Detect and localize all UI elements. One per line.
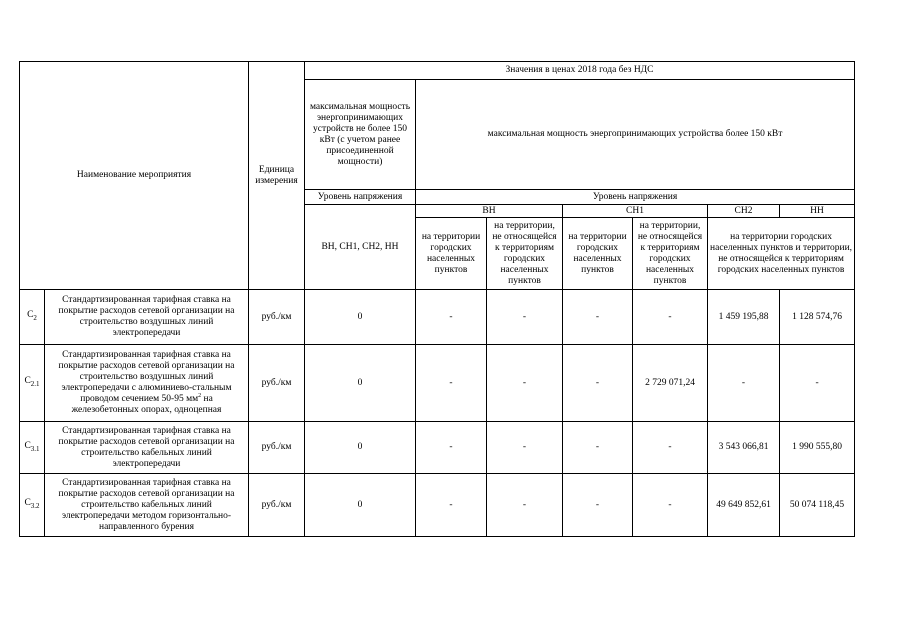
row-unit: руб./км [249,422,305,474]
row-value-sn1-nonurban: - [633,290,708,345]
row-value-sn1-urban: - [563,345,633,422]
row-value-low: 0 [305,345,416,422]
table-row [20,422,855,474]
row-value-nn: 1 990 555,80 [780,422,855,474]
row-value-sn2: - [708,345,780,422]
row-description: Стандартизированная тарифная ставка на покрытие расходов сетевой организации на строительство воздушных линий электропередачи с алюминиево-стальным проводом сечением 50-95 $мм^2$ на железобетонных опорах, одноцепная [45,345,249,422]
table-row [20,474,855,537]
row-description: Стандартизированная тарифная ставка на покрытие расходов сетевой организации на строительство воздушных линий электропередачи [45,290,249,345]
sn2-header: СН2 [708,205,780,218]
row-value-vn-nonurban: - [487,290,563,345]
row-value-sn1-nonurban: - [633,422,708,474]
row-value-sn1-urban: - [563,290,633,345]
row-code: $С_{3.2}$ [20,474,45,537]
row-value-nn: 50 074 118,45 [780,474,855,537]
row-value-nn: - [780,345,855,422]
row-value-low: 0 [305,474,416,537]
row-code: $С_2$ [20,290,45,345]
row-value-vn-urban: - [416,474,487,537]
vn-urban-header: на территории городских населенных пунктов [416,218,487,290]
row-value-sn1-nonurban: 2 729 071,24 [633,345,708,422]
row-code: $С_{3.1}$ [20,422,45,474]
row-unit: руб./км [249,474,305,537]
row-value-vn-urban: - [416,345,487,422]
row-value-nn: 1 128 574,76 [780,290,855,345]
tariff-table [19,61,855,537]
row-value-sn2: 3 543 066,81 [708,422,780,474]
nn-header: НН [780,205,855,218]
voltage-level-low-header: Уровень напряжения [305,190,416,205]
row-value-low: 0 [305,422,416,474]
vn-header: ВН [416,205,563,218]
row-value-sn1-urban: - [563,422,633,474]
row-value-vn-nonurban: - [487,474,563,537]
row-value-vn-urban: - [416,422,487,474]
voltage-level-high-header: Уровень напряжения [416,190,855,205]
row-value-sn2: 1 459 195,88 [708,290,780,345]
table-row [20,290,855,345]
vn-nonurban-header: на территории, не относящейся к территориям городских населенных пунктов [487,218,563,290]
row-value-low: 0 [305,290,416,345]
row-value-sn2: 49 649 852,61 [708,474,780,537]
row-description: Стандартизированная тарифная ставка на покрытие расходов сетевой организации на строительство кабельных линий электропередачи [45,422,249,474]
high-power-header: максимальная мощность энергопринимающих устройства более 150 кВт [416,80,855,190]
voltage-all-header: ВН, СН1, СН2, НН [305,205,416,290]
sn1-nonurban-header: на территории, не относящейся к территориям городских населенных пунктов [633,218,708,290]
row-value-vn-nonurban: - [487,345,563,422]
row-unit: руб./км [249,345,305,422]
sn1-urban-header: на территории городских населенных пунктов [563,218,633,290]
row-value-sn1-urban: - [563,474,633,537]
sn1-header: СН1 [563,205,708,218]
low-power-header: максимальная мощность энергопринимающих устройств не более 150 кВт (с учетом ранее присоединенной мощности) [305,80,416,190]
row-value-vn-nonurban: - [487,422,563,474]
table-row [20,345,855,422]
row-value-sn1-nonurban: - [633,474,708,537]
unit-column-header: Единица измерения [249,62,305,290]
name-column-header: Наименование мероприятия [20,62,249,290]
row-description: Стандартизированная тарифная ставка на покрытие расходов сетевой организации на строительство кабельных линий электропередачи методом горизонтально-направленного бурения [45,474,249,537]
row-unit: руб./км [249,290,305,345]
sn2-nn-territory-header: на территории городских населенных пунктов и территории, не относящейся к территориям городских населенных пунктов [708,218,855,290]
values-title: Значения в ценах 2018 года без НДС [305,62,855,80]
row-code: $С_{2.1}$ [20,345,45,422]
row-value-vn-urban: - [416,290,487,345]
